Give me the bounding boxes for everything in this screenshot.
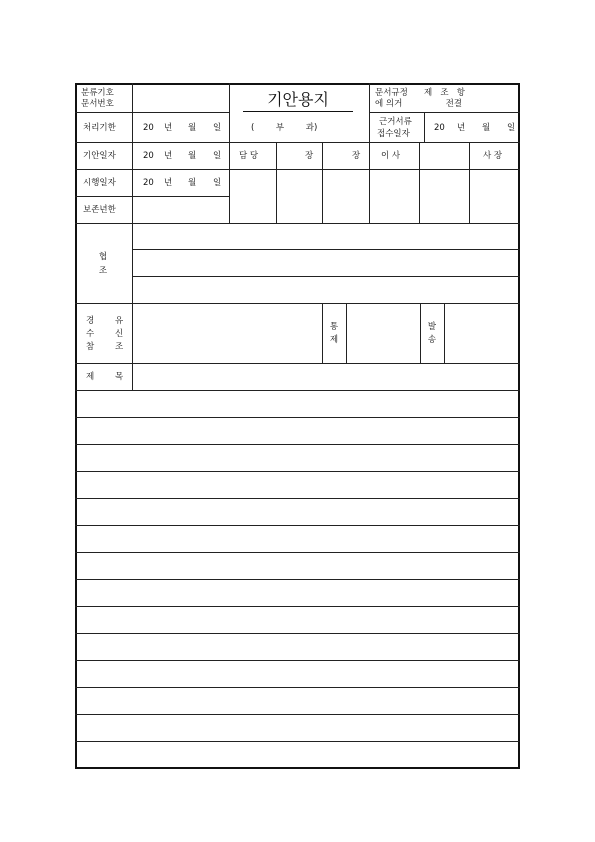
process-deadline-label: 처리기한 (83, 123, 116, 133)
deadline-year: 년 (164, 123, 173, 133)
body-rule (75, 633, 520, 634)
approval-manager-2: 장 (352, 151, 361, 161)
body-rule (75, 417, 520, 418)
approval-in-charge: 담 당 (239, 151, 259, 161)
approval-manager-1: 장 (305, 151, 314, 161)
rule-3 (75, 169, 520, 170)
received-month: 월 (482, 123, 491, 133)
form-title: 기안용지 (267, 90, 329, 109)
enforce-year-prefix: 20 (143, 178, 154, 188)
class-code-label: 분류기호 (81, 88, 114, 98)
rule-9 (75, 363, 520, 364)
rule-4 (75, 196, 230, 197)
body-rule (75, 660, 520, 661)
via-col2-2: 조 (115, 342, 124, 352)
col-dispatch-right (444, 303, 445, 363)
subject-label-left: 제 (86, 372, 95, 382)
rule-10 (75, 390, 520, 391)
doc-rule-line-2: 에 의거 전결 (375, 99, 462, 109)
col-dispatch-left (420, 303, 421, 363)
col-control-right (346, 303, 347, 363)
cooperation-label-1: 협 (98, 252, 108, 262)
draft-year: 년 (164, 151, 173, 161)
rule-1 (75, 112, 230, 113)
body-rule (75, 714, 520, 715)
cooperation-label-2: 조 (98, 266, 108, 276)
rule-1b (369, 112, 520, 113)
dispatch-label-1: 발 (427, 322, 437, 332)
deadline-year-prefix: 20 (143, 123, 154, 133)
col-date-divider (229, 83, 230, 223)
col-approval-2 (322, 142, 323, 223)
control-label-1: 통 (329, 322, 339, 332)
title-underline (243, 111, 353, 112)
body-rule (75, 606, 520, 607)
deadline-day: 일 (213, 123, 222, 133)
rule-8 (75, 303, 520, 304)
draft-form (75, 83, 520, 769)
approval-president: 사 장 (483, 151, 503, 161)
body-rule (75, 579, 520, 580)
col-approval-5 (469, 142, 470, 223)
col-approval-4 (419, 142, 420, 223)
draft-day: 일 (213, 151, 222, 161)
subject-label-right: 목 (115, 372, 124, 382)
col-title-right (369, 83, 370, 142)
rule-5 (75, 223, 520, 224)
col-control-left (322, 303, 323, 363)
body-rule (75, 471, 520, 472)
department-line: ( 부 과) (251, 123, 318, 133)
enforce-day: 일 (213, 178, 222, 188)
draft-year-prefix: 20 (143, 151, 154, 161)
deadline-month: 월 (188, 123, 197, 133)
received-day: 일 (507, 123, 516, 133)
body-rule (75, 444, 520, 445)
dispatch-label-2: 송 (427, 335, 437, 345)
col-approval-3 (369, 142, 370, 223)
body-rule (75, 498, 520, 499)
draft-month: 월 (188, 151, 197, 161)
rule-7 (132, 276, 520, 277)
body-rule (75, 552, 520, 553)
via-col2-1: 신 (115, 329, 124, 339)
draft-date-label: 기안일자 (83, 151, 116, 161)
received-year-prefix: 20 (434, 123, 445, 133)
via-col1-2: 참 (86, 342, 95, 352)
col-basis-divider (424, 112, 425, 142)
body-rule (75, 687, 520, 688)
body-rule (75, 741, 520, 742)
enforce-year: 년 (164, 178, 173, 188)
doc-number-label: 문서번호 (81, 99, 114, 109)
doc-rule-line-1: 문서규정 제 조 항 (375, 88, 465, 98)
body-rule (75, 525, 520, 526)
via-col2-0: 유 (115, 316, 124, 326)
basis-doc-line-1: 근거서류 (379, 117, 412, 127)
via-col1-1: 수 (86, 329, 95, 339)
received-year: 년 (457, 123, 466, 133)
col-label-divider (132, 83, 133, 390)
retention-label: 보존년한 (83, 205, 116, 215)
rule-6 (132, 249, 520, 250)
control-label-2: 제 (329, 335, 339, 345)
enforce-date-label: 시행일자 (83, 178, 116, 188)
col-approval-1 (276, 142, 277, 223)
basis-doc-line-2: 접수일자 (377, 129, 410, 139)
via-col1-0: 경 (86, 316, 95, 326)
approval-director: 이 사 (381, 151, 401, 161)
rule-2 (75, 142, 520, 143)
enforce-month: 월 (188, 178, 197, 188)
